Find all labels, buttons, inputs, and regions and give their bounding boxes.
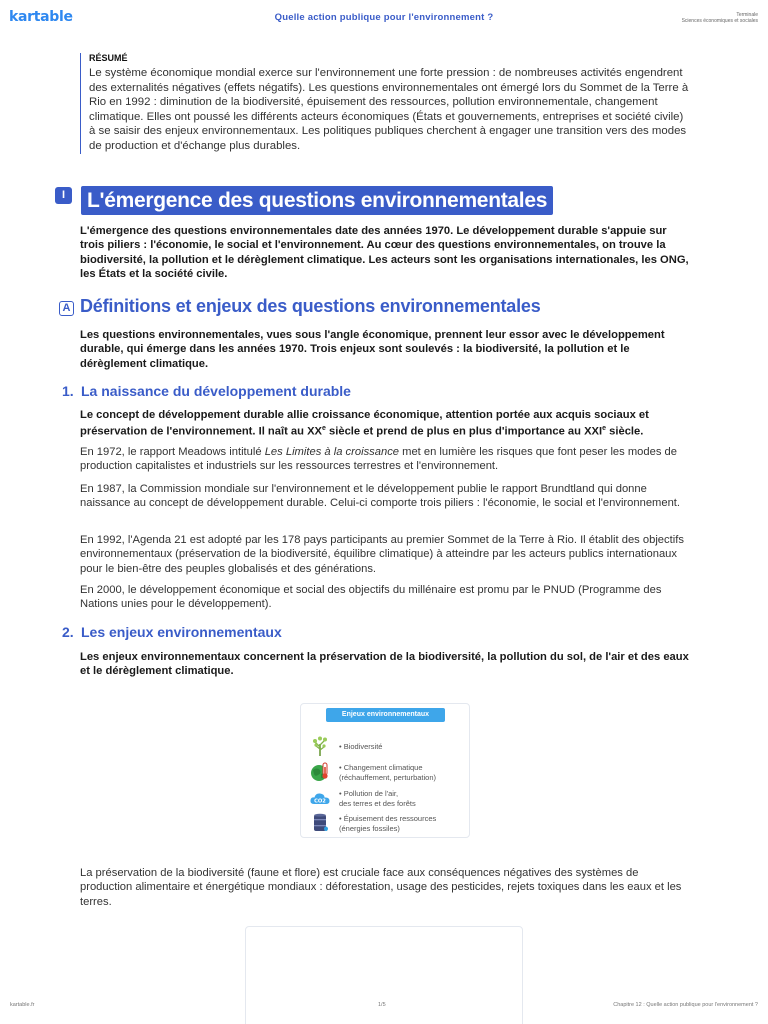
document-title: Quelle action publique pour l'environnement ?	[274, 12, 494, 23]
environmental-issues-diagram	[300, 703, 470, 838]
summary-text: Le système économique mondial exerce sur l'environnement une forte pression : de nombreuses activités engendrent des externalités négatives (effets négatifs). Les questions environnementales ont émergé lors du Sommet de la Terre à Rio en 1992 : diminution de la biodiversité, épuisement des ressources, pollution environnementale, changement climatique. Elles ont poussé les différents acteurs économiques (États et gouvernements, entreprises et société civile) à se saisir des enjeux environnementaux. Les politiques publiques cherchent à engager une transition vers des modes de production et d'échange plus durables.	[89, 67, 689, 152]
report-title: Les Limites à la croissance	[264, 446, 400, 458]
subsection-heading: Les enjeux environnementaux	[81, 624, 282, 640]
diagram-item-climate	[309, 761, 467, 785]
key-point-text: siècle et prend de plus en plus d'importance au XXI	[325, 426, 603, 439]
key-point-text: Le concept de développement durable allie croissance économique, attention portée aux acquis sociaux et préservation de l'environnement. Il naît au XX	[80, 409, 649, 439]
oil-barrel-icon	[309, 812, 331, 834]
subsection-2-key-point: Les enjeux environnementaux concernent la préservation de la biodiversité, la pollution du sol, de l'air et des eaux et le dérèglement climatique.	[80, 651, 689, 678]
header-subject: Sciences économiques et sociales	[681, 18, 758, 24]
subsection-1-title	[62, 383, 351, 399]
subsection-1-key-point	[80, 408, 692, 440]
century-superscript: e	[602, 425, 607, 433]
diagram-item-detail: des terres et des forêts	[339, 798, 416, 808]
diagram-item-pollution	[309, 787, 467, 811]
page-header	[0, 0, 768, 36]
subsection-2-title	[62, 624, 282, 640]
part-title: L'émergence des questions environnementales	[81, 186, 553, 215]
diagram-item-detail: (réchauffement, perturbation)	[339, 772, 436, 782]
paragraph-2000: En 2000, le développement économique et social des objectifs du millénaire est promu par le PNUD (Programme des Nations unies pour le développement).	[80, 584, 662, 611]
diagram-title: Enjeux environnementaux	[326, 708, 445, 722]
diagram-item-label: • Épuisement des ressources	[339, 814, 437, 823]
subsection-heading: La naissance du développement durable	[81, 383, 351, 399]
diagram-item-label: • Biodiversité	[339, 742, 383, 751]
century-superscript: e	[322, 425, 326, 433]
tree-icon	[309, 735, 331, 757]
biodiversity-paragraph: La préservation de la biodiversité (faune et flore) est cruciale face aux conséquences négatives des systèmes de production alimentaire et énergétique mondiaux : déforestation, usage des pesticides, rejets toxiques dans les eaux et les terres.	[80, 867, 682, 908]
paragraph-1972	[80, 445, 692, 474]
footer-site[interactable]: kartable.fr	[10, 1002, 35, 1008]
section-letter-icon: A	[59, 301, 74, 316]
section-intro: Les questions environnementales, vues sous l'angle économique, prennent leur essor avec le développement durable, qui émerge dans les années 1970. Trois enjeux sont soulevés : la biodiversité, la pollution et le dérèglement climatique.	[80, 329, 665, 370]
diagram-item-label: • Changement climatique	[339, 763, 423, 772]
page-footer	[0, 1002, 768, 1016]
paragraph-text: En 1972, le rapport Meadows intitulé	[80, 446, 265, 458]
key-point-text: siècle.	[606, 426, 644, 439]
diagram-item-label: • Pollution de l'air,	[339, 789, 399, 798]
header-level: Terminale	[736, 12, 758, 18]
summary-block	[80, 53, 690, 154]
subsection-number: 1.	[62, 383, 74, 399]
subsection-number: 2.	[62, 624, 74, 640]
header-meta	[682, 12, 758, 24]
part-intro: L'émergence des questions environnementales date des années 1970. Le développement durable s'appuie sur trois piliers : l'économie, le social et l'environnement. Au cœur des questions environnementales, on trouve la biodiversité, la pollution et le dérèglement climatique. Les acteurs sont les organisations internationales, les ONG, les États et la société civile.	[80, 225, 689, 281]
paragraph-text: met en lumière les risques que font peser les modes de production capitalistes et industriels sur les ressources terrestres et l'environnement.	[80, 446, 677, 473]
footer-page-number: 1/5	[378, 1002, 386, 1008]
part-number-badge: I	[55, 187, 72, 204]
kartable-logo[interactable]: kartable	[9, 9, 73, 25]
summary-label: RÉSUMÉ	[89, 53, 128, 63]
footer-chapter: Chapitre 12 : Quelle action publique pour l'environnement ?	[613, 1002, 758, 1008]
diagram-item-detail: (énergies fossiles)	[339, 823, 400, 833]
co2-label: CO2	[314, 798, 326, 805]
diagram-item-biodiversity	[309, 735, 467, 759]
co2-cloud-icon	[309, 787, 331, 809]
section-title: Définitions et enjeux des questions environnementales	[80, 296, 541, 316]
diagram-item-resources	[309, 812, 467, 836]
paragraph-1992: En 1992, l'Agenda 21 est adopté par les 178 pays participants au premier Sommet de la Terre à Rio. Il établit des objectifs environnementaux (préservation de la biodiversité, équilibre climatique) à atteindre par les acteurs publics internationaux pour le bien-être des peuples globalisés et des générations.	[80, 534, 684, 575]
paragraph-1987: En 1987, la Commission mondiale sur l'environnement et le développement publie le rapport Brundtland qui donne naissance au concept de développement durable. Celui-ci comporte trois piliers : l'économie, le social et l'environnement.	[80, 483, 681, 510]
thermometer-globe-icon	[309, 761, 331, 783]
